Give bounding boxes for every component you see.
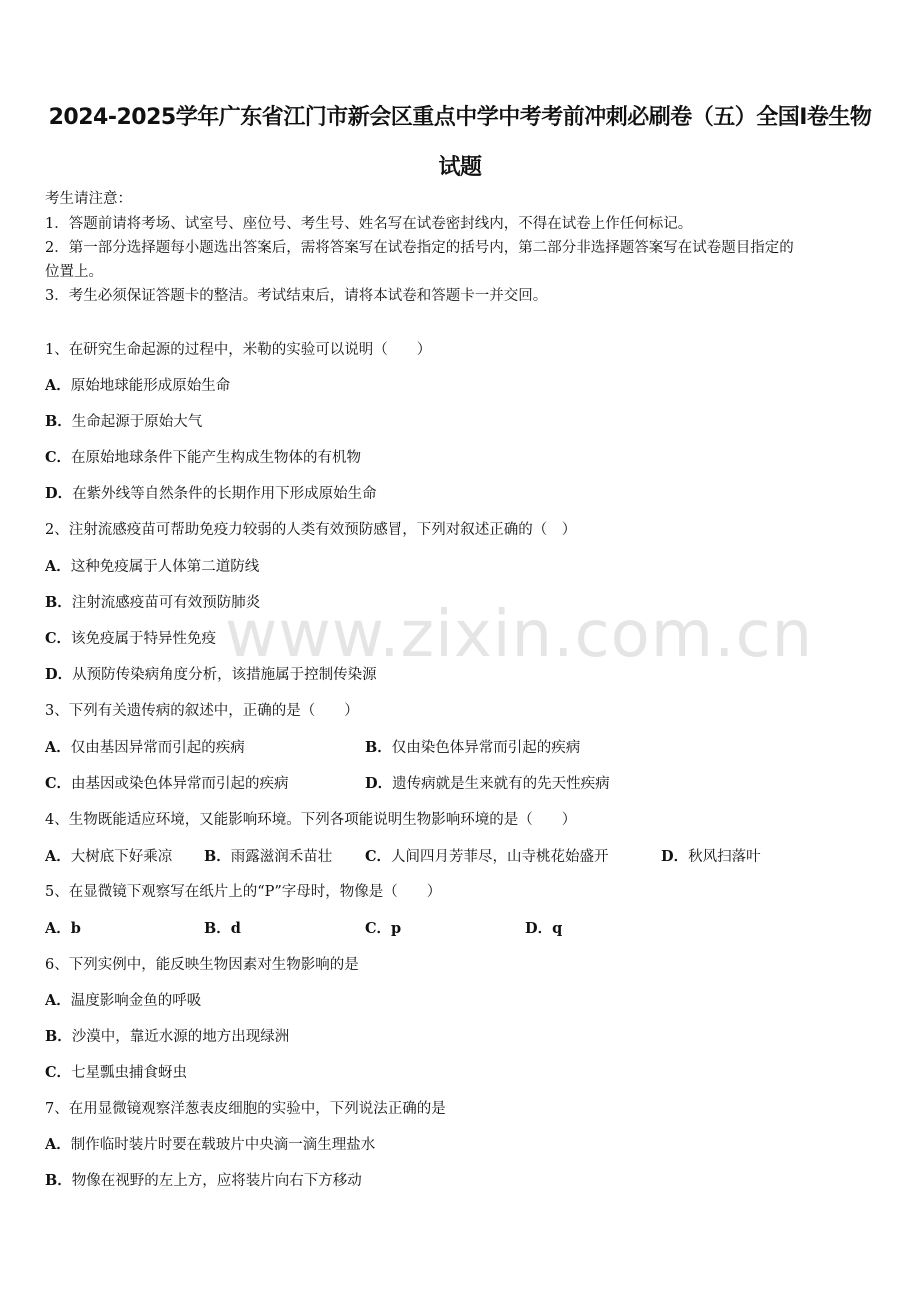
document-title: 2024-2025学年广东省江门市新会区重点中学中考考前冲刺必刷卷（五）全国Ⅰ卷生物 (48, 105, 872, 130)
option-text: q (552, 920, 563, 937)
option-letter: A． (45, 920, 71, 937)
option-text: 温度影响金鱼的呼吸 (70, 993, 202, 1009)
option-c (45, 627, 216, 648)
option-text: 该免疫属于特异性免疫 (71, 631, 217, 647)
option-c (45, 1061, 187, 1082)
option-letter: B． (204, 920, 231, 937)
option-text: 从预防传染病角度分析，该措施属于控制传染源 (72, 667, 377, 683)
option-letter: B． (45, 594, 72, 611)
option-a (45, 989, 201, 1010)
option-a (45, 1133, 375, 1154)
option-letter: D． (365, 775, 393, 792)
option-c (45, 772, 289, 793)
option-b (204, 917, 241, 938)
option-c (365, 917, 401, 938)
question-stem: 4、生物既能适应环境，又能影响环境。下列各项能说明生物影响环境的是（ ） (45, 812, 577, 828)
question-stem: 3、下列有关遗传病的叙述中，正确的是（ ） (45, 703, 359, 719)
option-row (45, 736, 875, 756)
option-text: 大树底下好乘凉 (70, 849, 173, 865)
option-row (45, 772, 875, 792)
option-c (365, 845, 609, 866)
option-a (45, 917, 81, 938)
option-letter: B． (45, 413, 72, 430)
option-letter: B． (45, 1028, 72, 1045)
notice-item: 1．答题前请将考场、试室号、座位号、考生号、姓名写在试卷密封线内，不得在试卷上作任何标记。 (45, 216, 693, 232)
option-letter: D． (661, 848, 689, 865)
option-letter: A． (45, 848, 71, 865)
option-letter: C． (45, 775, 72, 792)
option-text: 秋风扫落叶 (688, 849, 761, 865)
option-text: 注射流感疫苗可有效预防肺炎 (71, 595, 261, 611)
option-row (45, 917, 875, 937)
option-text: d (230, 920, 241, 937)
notice-item: 3．考生必须保证答题卡的整洁。考试结束后，请将本试卷和答题卡一并交回。 (45, 288, 548, 304)
option-letter: D． (45, 485, 73, 502)
option-text: 由基因或染色体异常而引起的疾病 (71, 776, 289, 792)
option-text: 制作临时装片时要在载玻片中央滴一滴生理盐水 (70, 1137, 376, 1153)
option-letter: B． (45, 1172, 72, 1189)
option-letter: B． (365, 739, 392, 756)
notice-item-continued: 位置上。 (45, 264, 103, 280)
option-letter: A． (45, 377, 71, 394)
option-letter: A． (45, 1136, 71, 1153)
document-title-continued: 试题 (438, 155, 482, 180)
option-row (45, 845, 875, 865)
option-text: b (70, 920, 81, 937)
option-a (45, 374, 230, 395)
question-stem: 2、注射流感疫苗可帮助免疫力较弱的人类有效预防感冒，下列对叙述正确的（ ） (45, 522, 577, 538)
option-text: p (391, 920, 402, 937)
option-text: 在紫外线等自然条件的长期作用下形成原始生命 (72, 486, 377, 502)
option-letter: C． (45, 1064, 72, 1081)
question-stem: 5、在显微镜下观察写在纸片上的“P”字母时，物像是（ ） (45, 884, 442, 900)
notice-heading: 考生请注意： (45, 191, 132, 207)
option-text: 这种免疫属于人体第二道防线 (70, 559, 260, 575)
option-letter: D． (45, 666, 73, 683)
option-a (45, 555, 259, 576)
option-letter: A． (45, 739, 71, 756)
option-text: 物像在视野的左上方，应将装片向右下方移动 (71, 1173, 362, 1189)
option-text: 原始地球能形成原始生命 (70, 378, 231, 394)
option-letter: C． (365, 848, 392, 865)
option-letter: B． (204, 848, 231, 865)
option-d (45, 482, 377, 503)
question-stem: 6、下列实例中，能反映生物因素对生物影响的是 (45, 957, 359, 973)
option-letter: A． (45, 558, 71, 575)
option-d (365, 772, 610, 793)
option-b (365, 736, 580, 757)
option-a (45, 736, 245, 757)
option-letter: C． (45, 630, 72, 647)
option-text: 在原始地球条件下能产生构成生物体的有机物 (71, 450, 362, 466)
option-text: 沙漠中，靠近水源的地方出现绿洲 (71, 1029, 290, 1045)
option-b (45, 410, 202, 431)
option-text: 生命起源于原始大气 (71, 414, 203, 430)
option-a (45, 845, 172, 866)
option-letter: A． (45, 992, 71, 1009)
option-b (45, 1169, 362, 1190)
option-d (661, 845, 761, 866)
option-text: 遗传病就是生来就有的先天性疾病 (392, 776, 610, 792)
option-text: 雨露滋润禾苗壮 (230, 849, 333, 865)
option-text: 七星瓢虫捕食蚜虫 (71, 1065, 188, 1081)
watermark: www.zixin.com.cn (225, 598, 814, 672)
option-d (45, 663, 377, 684)
option-text: 人间四月芳菲尽，山寺桃花始盛开 (391, 849, 609, 865)
notice-item: 2．第一部分选择题每小题选出答案后，需将答案写在试卷指定的括号内，第二部分非选择题答案写在试卷题目指定的 (45, 240, 794, 256)
option-letter: D． (525, 920, 553, 937)
question-stem: 1、在研究生命起源的过程中，米勒的实验可以说明（ ） (45, 342, 432, 358)
option-d (525, 917, 562, 938)
question-stem: 7、在用显微镜观察洋葱表皮细胞的实验中，下列说法正确的是 (45, 1101, 446, 1117)
option-text: 仅由染色体异常而引起的疾病 (391, 740, 581, 756)
option-text: 仅由基因异常而引起的疾病 (70, 740, 245, 756)
option-letter: C． (45, 449, 72, 466)
option-letter: C． (365, 920, 392, 937)
option-c (45, 446, 361, 467)
option-b (45, 1025, 289, 1046)
option-b (45, 591, 260, 612)
option-b (204, 845, 332, 866)
